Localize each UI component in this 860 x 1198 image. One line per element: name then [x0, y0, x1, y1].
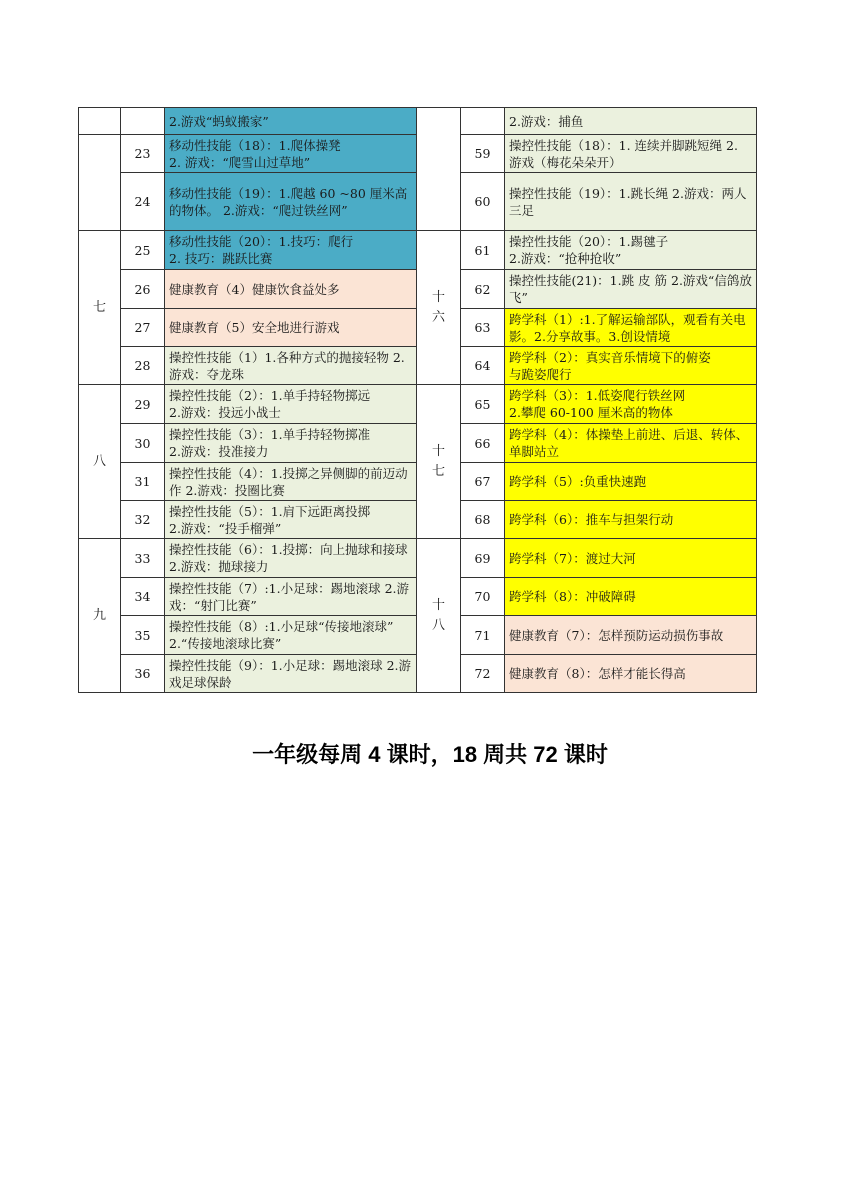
week-label: 十 六: [417, 231, 461, 385]
lesson-number: [121, 108, 165, 135]
lesson-content: 操控性技能（6）：1.投掷：向上抛球和接球 2.游戏：抛球接力: [165, 539, 417, 578]
lesson-number: 35: [121, 616, 165, 655]
lesson-number: [461, 108, 505, 135]
lesson-content: 操控性技能（3）：1.单手持轻物掷准 2.游戏：投准接力: [165, 424, 417, 463]
lesson-number: 65: [461, 385, 505, 424]
lesson-content: 跨学科（6）：推车与担架行动: [505, 501, 757, 539]
lesson-content: 操控性技能（5）：1.肩下远距离投掷 2.游戏：“投手榴弹”: [165, 501, 417, 539]
lesson-content: 移动性技能（18）：1.爬体操凳 2. 游戏：“爬雪山过草地”: [165, 135, 417, 173]
table-row: [79, 385, 757, 424]
lesson-content: 操控性技能（8）:1.小足球“传接地滚球” 2.“传接地滚球比赛”: [165, 616, 417, 655]
lesson-number: 33: [121, 539, 165, 578]
lesson-number: 71: [461, 616, 505, 655]
table-row: [79, 539, 757, 578]
summary-heading: 一年级每周 4 课时，18 周共 72 课时: [252, 742, 608, 767]
lesson-content: 健康教育（8）：怎样才能长得高: [505, 655, 757, 693]
lesson-content: 跨学科（5）:负重快速跑: [505, 463, 757, 501]
week-label: 七: [79, 231, 121, 385]
table-row: [79, 231, 757, 270]
lesson-number: 59: [461, 135, 505, 173]
week-cell: [79, 108, 121, 135]
lesson-content: 操控性技能（19）：1.跳长绳 2.游戏：两人三足: [505, 173, 757, 231]
lesson-content: 2.游戏：捕鱼: [505, 108, 757, 135]
schedule-table: [78, 107, 757, 693]
lesson-content: 操控性技能（18）：1. 连续并脚跳短绳 2. 游戏（梅花朵朵开）: [505, 135, 757, 173]
lesson-content: 跨学科（1）:1.了解运输部队，观看有关电影。2.分享故事。3.创设情境: [505, 309, 757, 347]
lesson-number: 27: [121, 309, 165, 347]
lesson-content: 操控性技能（2）：1.单手持轻物掷远 2.游戏：投远小战士: [165, 385, 417, 424]
lesson-number: 61: [461, 231, 505, 270]
lesson-content: 跨学科（2）：真实音乐情境下的俯姿 与跪姿爬行: [505, 347, 757, 385]
lesson-number: 66: [461, 424, 505, 463]
lesson-content: 操控性技能（9）：1.小足球：踢地滚球 2.游戏足球保龄: [165, 655, 417, 693]
lesson-number: 63: [461, 309, 505, 347]
lesson-content: 移动性技能（19）：1.爬越 60 ~80 厘米高的物体。 2.游戏：“爬过铁丝网”: [165, 173, 417, 231]
lesson-number: 30: [121, 424, 165, 463]
lesson-number: 28: [121, 347, 165, 385]
lesson-content: 跨学科（3）：1.低姿爬行铁丝网 2.攀爬 60-100 厘米高的物体: [505, 385, 757, 424]
lesson-content: 2.游戏“蚂蚁搬家”: [165, 108, 417, 135]
week-cell: [417, 108, 461, 231]
lesson-number: 70: [461, 578, 505, 616]
lesson-content: 跨学科（7）：渡过大河: [505, 539, 757, 578]
lesson-number: 34: [121, 578, 165, 616]
lesson-number: 26: [121, 270, 165, 309]
lesson-number: 68: [461, 501, 505, 539]
lesson-number: 25: [121, 231, 165, 270]
table-row: [79, 108, 757, 135]
lesson-content: 健康教育（7）：怎样预防运动损伤事故: [505, 616, 757, 655]
week-label: 十 八: [417, 539, 461, 693]
week-cell: [79, 135, 121, 231]
lesson-content: 健康教育（5）安全地进行游戏: [165, 309, 417, 347]
lesson-content: 操控性技能（7）:1.小足球：踢地滚球 2.游戏：“射门比赛”: [165, 578, 417, 616]
lesson-number: 23: [121, 135, 165, 173]
lesson-number: 64: [461, 347, 505, 385]
lesson-content: 健康教育（4）健康饮食益处多: [165, 270, 417, 309]
lesson-content: 操控性技能（4）：1.投掷之异侧脚的前迈动作 2.游戏：投圈比赛: [165, 463, 417, 501]
week-label: 八: [79, 385, 121, 539]
lesson-number: 62: [461, 270, 505, 309]
lesson-content: 移动性技能（20）：1.技巧：爬行 2. 技巧：跳跃比赛: [165, 231, 417, 270]
lesson-number: 29: [121, 385, 165, 424]
lesson-number: 32: [121, 501, 165, 539]
lesson-number: 60: [461, 173, 505, 231]
lesson-number: 31: [121, 463, 165, 501]
lesson-number: 24: [121, 173, 165, 231]
week-label: 十 七: [417, 385, 461, 539]
lesson-content: 操控性技能(21)：1.跳 皮 筋 2.游戏“信鸽放飞”: [505, 270, 757, 309]
lesson-content: 跨学科（8）：冲破障碍: [505, 578, 757, 616]
lesson-content: 操控性技能（1）1.各种方式的抛接轻物 2.游戏：夺龙珠: [165, 347, 417, 385]
lesson-number: 67: [461, 463, 505, 501]
lesson-number: 36: [121, 655, 165, 693]
lesson-content: 操控性技能（20）：1.踢毽子 2.游戏：“抢种抢收”: [505, 231, 757, 270]
lesson-content: 跨学科（4）：体操垫上前进、后退、转体、单脚站立: [505, 424, 757, 463]
week-label: 九: [79, 539, 121, 693]
lesson-number: 72: [461, 655, 505, 693]
lesson-number: 69: [461, 539, 505, 578]
